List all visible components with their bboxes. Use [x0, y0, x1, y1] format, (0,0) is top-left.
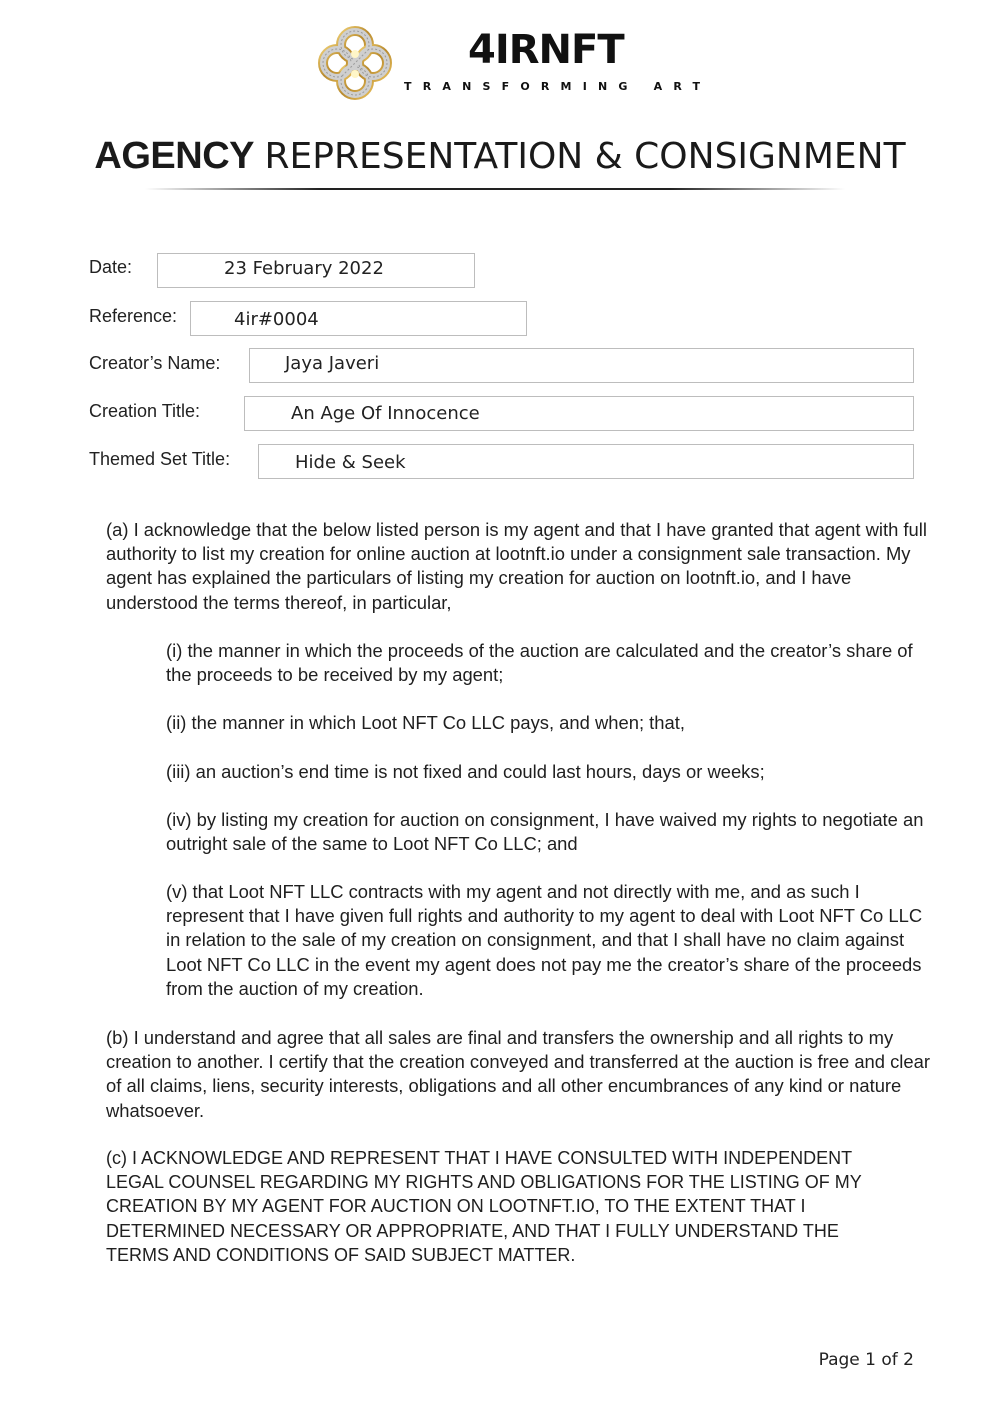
reference-label: Reference: — [89, 306, 178, 326]
themed-set-title-field[interactable]: Hide & Seek — [258, 444, 914, 479]
brand-logo — [316, 24, 712, 100]
date-label: Date: — [89, 257, 133, 277]
clause-a-i: (i) the manner in which the proceeds of the auction are calculated and the creator’s share of the proceeds to be received by my agent; — [166, 640, 913, 686]
reference-field[interactable]: 4ir#0004 — [190, 301, 527, 336]
clause-c: (c) I ACKNOWLEDGE AND REPRESENT THAT I HAVE CONSULTED WITH INDEPENDENT LEGAL COUNSEL REGARDING MY RIGHTS AND OBLIGATIONS FOR THE LISTING OF MY CREATION BY MY AGENT FOR AUCTION ON LOOTNFT.IO, TO THE EXTENT THAT I DETERMINED NECESSARY OR APPROPRIATE, AND THAT I FULLY UNDERSTAND THE TERMS AND CONDITIONS OF SAID SUBJECT MATTER. — [106, 1148, 862, 1265]
document-title-bold: AGENCY — [94, 135, 254, 177]
document-title-rest: REPRESENTATION & CONSIGNMENT — [264, 136, 906, 177]
clause-a-iv: (iv) by listing my creation for auction on consignment, I have waived my rights to negotiate an outright sale of the same to Loot NFT Co LLC; and — [166, 809, 924, 855]
date-field[interactable]: 23 February 2022 — [157, 253, 475, 288]
creator-name-field[interactable]: Jaya Javeri — [249, 348, 914, 383]
brand-tagline: TRANSFORMING ART — [404, 80, 712, 93]
clause-a: (a) I acknowledge that the below listed person is my agent and that I have granted that agent with full authority to list my creation for online auction at lootnft.io under a consignment sale transaction. My agent has explained the particulars of listing my creation for auction on lootnft.io, and I have understood the terms thereof, in particular, — [106, 519, 927, 613]
creation-title-field[interactable]: An Age Of Innocence — [244, 396, 914, 431]
document-title — [0, 132, 1000, 181]
clause-a-iii: (iii) an auction’s end time is not fixed and could last hours, days or weeks; — [166, 761, 765, 782]
title-divider — [145, 188, 845, 190]
creation-title-label: Creation Title: — [89, 401, 201, 421]
brand-name: 4IRNFT — [468, 27, 624, 73]
page-indicator: Page 1 of 2 — [818, 1350, 914, 1370]
infinity-knot-logo-icon — [316, 24, 394, 102]
creator-name-label: Creator’s Name: — [89, 353, 221, 373]
clause-a-ii: (ii) the manner in which Loot NFT Co LLC pays, and when; that, — [166, 712, 685, 733]
themed-set-title-label: Themed Set Title: — [89, 449, 231, 469]
clause-b: (b) I understand and agree that all sales are final and transfers the ownership and all rights to my creation to another. I certify that the creation conveyed and transferred at the auction is free and clear of all claims, liens, security interests, obligations and all other encumbrances of any kind or nature whatsoever. — [106, 1027, 930, 1121]
clause-a-v: (v) that Loot NFT LLC contracts with my agent and not directly with me, and as such I represent that I have given full rights and authority to my agent to deal with Loot NFT Co LLC in relation to the sale of my creation on consignment, and that I shall have no claim against Loot NFT Co LLC in the event my agent does not pay me the creator’s share of the proceeds from the auction of my creation. — [166, 881, 923, 999]
